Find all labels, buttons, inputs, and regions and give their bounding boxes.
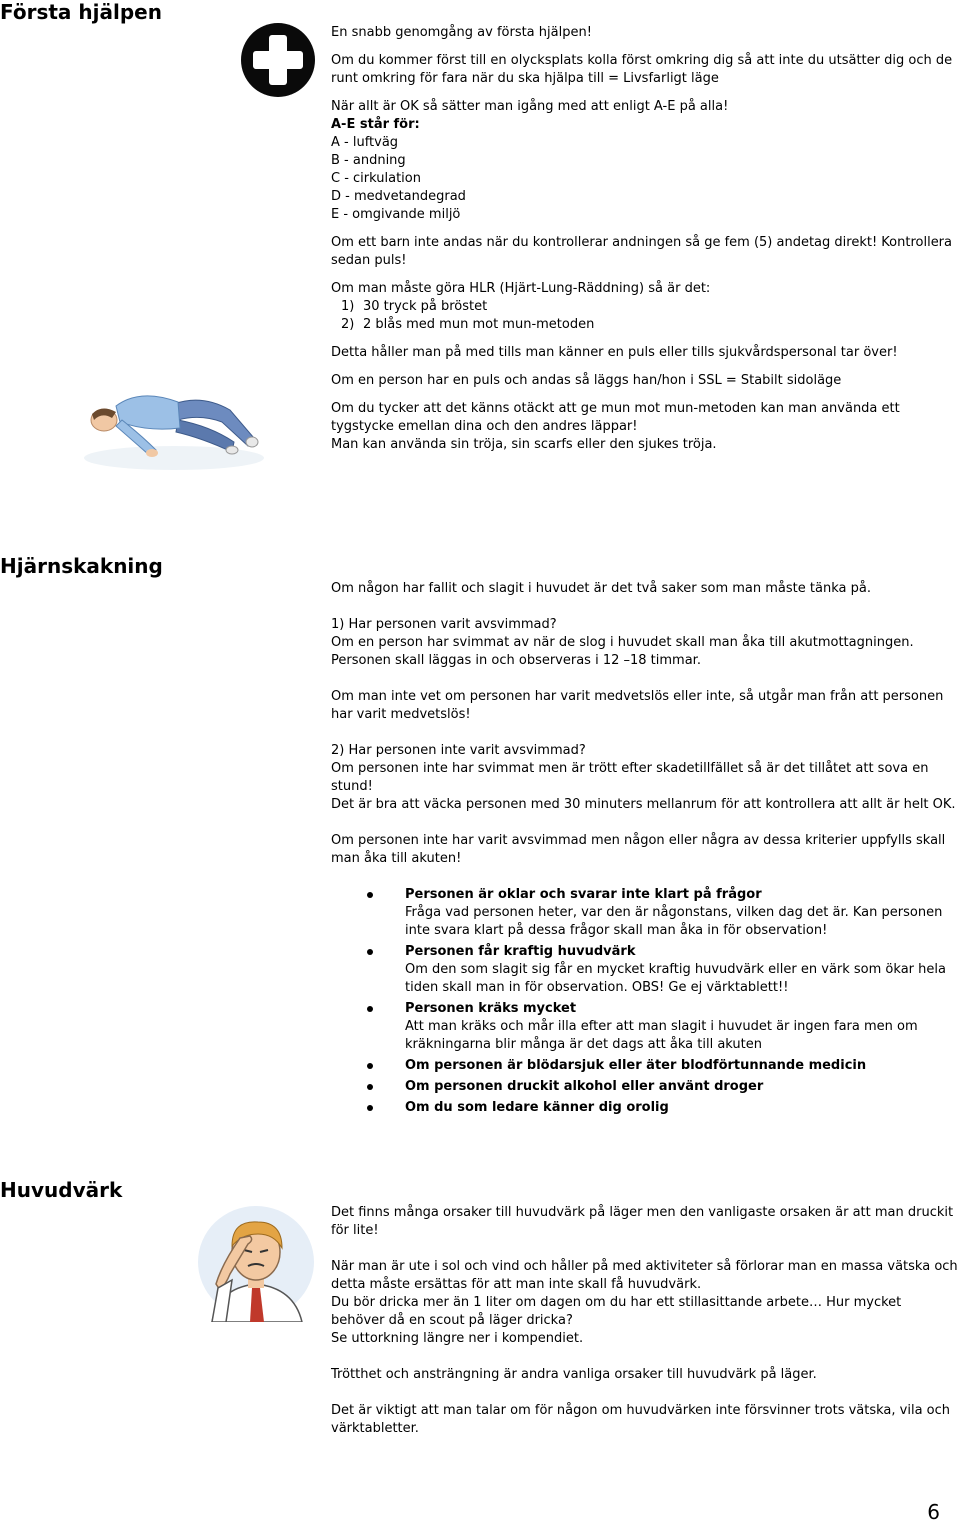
paragraph: När allt är OK så sätter man igång med att enligt A-E på alla! (331, 99, 729, 114)
paragraph: När man är ute i sol och vind och håller på med aktiviteter så förlorar man en massa vätska och detta måste ersättas för att man inte skall få huvudvärk. (331, 1259, 958, 1292)
paragraph: Du bör dricka mer än 1 liter om dagen om du har ett stillasittande arbete… Hur mycket behöver då en scout på läger dricka? (331, 1295, 902, 1328)
ae-item: D - medvetandegrad (331, 189, 466, 204)
question: 1) Har personen varit avsvimmad? (331, 617, 557, 632)
criterion-title: Personen kräks mycket (405, 1001, 577, 1016)
paragraph: Trötthet och ansträngning är andra vanliga orsaker till huvudvärk på läger. (331, 1367, 817, 1382)
list-item (331, 1057, 958, 1075)
list-item (331, 1078, 958, 1096)
headache-person-illustration (196, 1204, 318, 1322)
intro-text: En snabb genomgång av första hjälpen! (331, 25, 592, 40)
paragraph: Om någon har fallit och slagit i huvudet är det två saker som man måste tänka på. (331, 581, 871, 596)
forsta-hjalpen-body (331, 24, 958, 454)
paragraph: Om ett barn inte andas när du kontrollerar andningen så ge fem (5) andetag direkt! Kontrollera sedan puls! (331, 235, 952, 268)
paragraph: Detta håller man på med tills man känner en puls eller tills sjukvårdspersonal tar över! (331, 345, 898, 360)
ae-item: B - andning (331, 153, 406, 168)
list-item (331, 298, 958, 316)
criterion-title: Om du som ledare känner dig orolig (405, 1100, 669, 1115)
list-text: 30 tryck på bröstet (363, 299, 488, 314)
paragraph: Om en person har svimmat av när de slog i huvudet skall man åka till akutmottagningen. (331, 635, 914, 650)
paragraph: Om du kommer först till en olycksplats kolla först omkring dig så att inte du utsätter dig och de runt omkring för fara när du ska hjälpa till = Livsfarligt läge (331, 53, 953, 86)
bullet-icon (367, 1063, 373, 1069)
list-item (331, 316, 958, 334)
list-item (331, 943, 958, 997)
paragraph: Om du tycker att det känns otäckt att ge mun mot mun-metoden kan man använda ett tygstycke emellan dina och den andres läppar! (331, 401, 900, 434)
section-title-huvudvark: Huvudvärk (0, 1178, 123, 1202)
hlr-list (331, 298, 958, 334)
ae-item: A - luftväg (331, 135, 399, 150)
paragraph: Det är bra att väcka personen med 30 minuters mellanrum för att kontrollera att allt är helt OK. (331, 797, 956, 812)
section-title-forsta-hjalpen: Första hjälpen (0, 0, 162, 24)
criterion-title: Om personen är blödarsjuk eller äter blodförtunnande medicin (405, 1058, 867, 1073)
list-item (331, 1000, 958, 1054)
bullet-icon (367, 1105, 373, 1111)
ae-item: E - omgivande miljö (331, 207, 461, 222)
paragraph: Om personen inte har varit avsvimmad men någon eller några av dessa kriterier uppfylls skall man åka till akuten! (331, 833, 946, 866)
criterion-text: Att man kräks och mår illa efter att man slagit i huvudet är ingen fara men om kräkningarna blir många är det dags att åka till akuten (405, 1019, 918, 1052)
list-text: 2 blås med mun mot mun-metoden (363, 317, 595, 332)
ae-heading: A-E står för: (331, 117, 420, 132)
list-number: 2) (341, 317, 355, 332)
question: 2) Har personen inte varit avsvimmad? (331, 743, 586, 758)
first-aid-cross-icon (240, 22, 316, 98)
paragraph: Man kan använda sin tröja, sin scarfs eller den sjukes tröja. (331, 437, 717, 452)
paragraph: Om en person har en puls och andas så läggs han/hon i SSL = Stabilt sidoläge (331, 373, 842, 388)
paragraph: Se uttorkning längre ner i kompendiet. (331, 1331, 584, 1346)
criterion-title: Om personen druckit alkohol eller använt droger (405, 1079, 764, 1094)
criterion-text: Om den som slagit sig får en mycket kraftig huvudvärk eller en värk som ökar hela tiden skall man in för observation. OBS! Ge ej värktablett!! (405, 962, 946, 995)
paragraph: Om man inte vet om personen har varit medvetslös eller inte, så utgår man från att personen har varit medvetslös! (331, 689, 944, 722)
paragraph: Det är viktigt att man talar om för någon om huvudvärken inte försvinner trots vätska, vila och värktabletter. (331, 1403, 951, 1436)
huvudvark-body (331, 1204, 958, 1438)
bullet-icon (367, 892, 373, 898)
recovery-position-illustration (82, 380, 266, 472)
bullet-icon (367, 949, 373, 955)
list-number: 1) (341, 299, 355, 314)
paragraph: Personen skall läggas in och observeras i 12 –18 timmar. (331, 653, 701, 668)
page-number: 6 (927, 1500, 940, 1524)
criterion-text: Fråga vad personen heter, var den är någonstans, vilken dag det är. Kan personen inte svara klart på dessa frågor skall man åka in för observation! (405, 905, 943, 938)
paragraph: Om man måste göra HLR (Hjärt-Lung-Räddning) så är det: (331, 281, 711, 296)
list-item (331, 886, 958, 940)
criterion-title: Personen är oklar och svarar inte klart på frågor (405, 887, 762, 902)
criterion-title: Personen får kraftig huvudvärk (405, 944, 636, 959)
paragraph: Om personen inte har svimmat men är trött efter skadetillfället så är det tillåtet att sova en stund! (331, 761, 929, 794)
criteria-list (331, 886, 958, 1117)
bullet-icon (367, 1006, 373, 1012)
bullet-icon (367, 1084, 373, 1090)
hjarnskakning-body (331, 580, 958, 1120)
section-title-hjarnskakning: Hjärnskakning (0, 554, 163, 578)
ae-item: C - cirkulation (331, 171, 421, 186)
paragraph: Det finns många orsaker till huvudvärk på läger men den vanligaste orsaken är att man druckit för lite! (331, 1205, 954, 1238)
list-item (331, 1099, 958, 1117)
